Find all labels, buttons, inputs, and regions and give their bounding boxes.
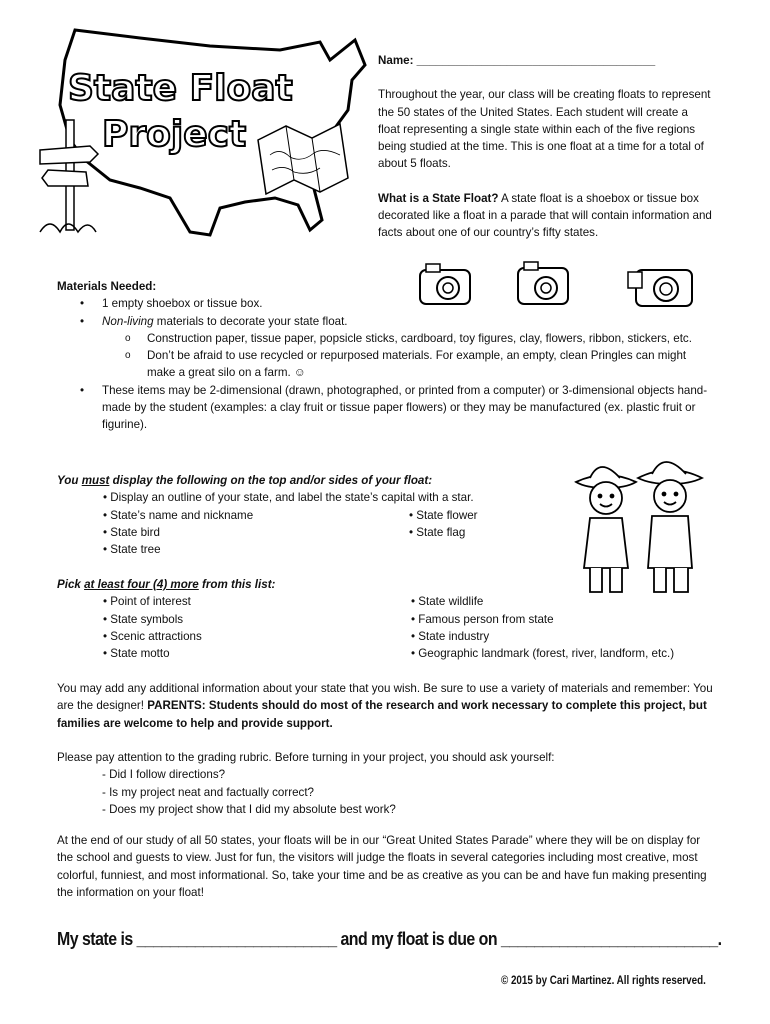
name-field-label: Name: _____________________________________: [378, 54, 656, 67]
pick-four-section: [57, 576, 737, 662]
list-item: • 1 empty shoebox or tissue box.: [102, 295, 717, 312]
sub-list-item: o Don’t be afraid to use recycled or repurposed materials. For example, an empty, clean Pringles can might make a great silo on a farm. ☺: [147, 347, 717, 382]
rubric-section: [57, 749, 717, 818]
rubric-question: - Is my project neat and factually correct?: [102, 785, 314, 799]
list-item: • State symbols: [103, 612, 184, 626]
sub-list-item: o Construction paper, tissue paper, popsicle sticks, cardboard, toy figures, clay, flowers, ribbon, stickers, etc.: [147, 330, 717, 347]
must-heading: You must display the following on the top and/or sides of your float:: [57, 474, 433, 487]
pick-heading: Pick at least four (4) more from this list:: [57, 578, 276, 591]
list-item: • Scenic attractions: [103, 629, 202, 643]
list-item: • These items may be 2-dimensional (drawn, photographed, or printed from a computer) or 3-dimensional objects hand-made by the student (examples: a clay fruit or tissue paper flowers) or they may be manufactured (ex. plastic fruit or figurine).: [102, 382, 717, 434]
list-item: • State flower: [409, 508, 478, 522]
title-line-1: State Float: [68, 68, 293, 109]
list-item: • State bird: [103, 525, 160, 539]
must-display-section: [57, 472, 557, 558]
intro-section: [378, 52, 713, 259]
rubric-question: - Does my project show that I did my absolute best work?: [102, 802, 396, 816]
cowgirl-icon: [576, 467, 636, 592]
list-item: • Famous person from state: [411, 612, 554, 626]
materials-heading: Materials Needed:: [57, 280, 157, 293]
list-item: • State wildlife: [411, 595, 484, 609]
parade-paragraph: At the end of our study of all 50 states, your floats will be in our “Great United States Parade” where they will be on display for the school and guests to view. Just for fun, the visitors will judge the floats in several categories including most creative, most colorful, funniest, and most informational. So, take your time and be as creative as you can be and have fun making presenting the information on your float!: [57, 834, 707, 899]
rubric-question: - Did I follow directions?: [102, 768, 226, 782]
list-item: • Geographic landmark (forest, river, landform, etc.): [411, 647, 675, 661]
copyright-text: © 2015 by Cari Martinez. All rights reserved.: [501, 973, 706, 987]
intro-paragraph: Throughout the year, our class will be creating floats to represent the 50 states of the United States. Each student will create a float representing a single state within each of the five regions being studied at the time. This is one float at a time for a total of about 5 floats.: [378, 88, 711, 171]
additional-info-paragraph: You may add any additional information about your state that you wish. Be sure to use a variety of materials and remember: You are the designer! PARENTS: Students should do most of the research and work necessary to complete this project, but families are welcome to help and provide support.: [57, 682, 713, 730]
list-item: • Point of interest: [103, 595, 191, 609]
header-artwork: [30, 20, 370, 250]
materials-section: [57, 278, 717, 434]
list-item: • State flag: [409, 525, 466, 539]
title-line-2: Project: [102, 114, 247, 155]
folded-map-icon: [258, 124, 348, 194]
state-due-line: My state is ________________________ and my float is due on __________________________.: [57, 928, 722, 949]
list-item: • Non-living materials to decorate your state float. o Construction paper, tissue paper, popsicle sticks, cardboard, toy figures, clay, flowers, ribbon, stickers, etc. o Don’t be afraid to use recycled or repurposed materials. For example, an empty, clean Pringles can might make a great silo on a farm. ☺: [102, 313, 717, 382]
list-item: • State industry: [411, 629, 490, 643]
list-item: • State tree: [103, 543, 161, 557]
list-item: • State motto: [103, 647, 170, 661]
list-item: • State’s name and nickname: [103, 508, 254, 522]
usa-map-outline-icon: [30, 20, 370, 250]
what-is-paragraph: What is a State Float? A state float is a shoebox or tissue box decorated like a float in a parade that will contain information and facts about one of our country’s fifty states.: [378, 191, 712, 240]
list-item: • Display an outline of your state, and label the state’s capital with a star.: [103, 491, 474, 505]
rubric-intro: Please pay attention to the grading rubric. Before turning in your project, you should ask yourself:: [57, 751, 555, 764]
cowboy-icon: [638, 462, 702, 592]
